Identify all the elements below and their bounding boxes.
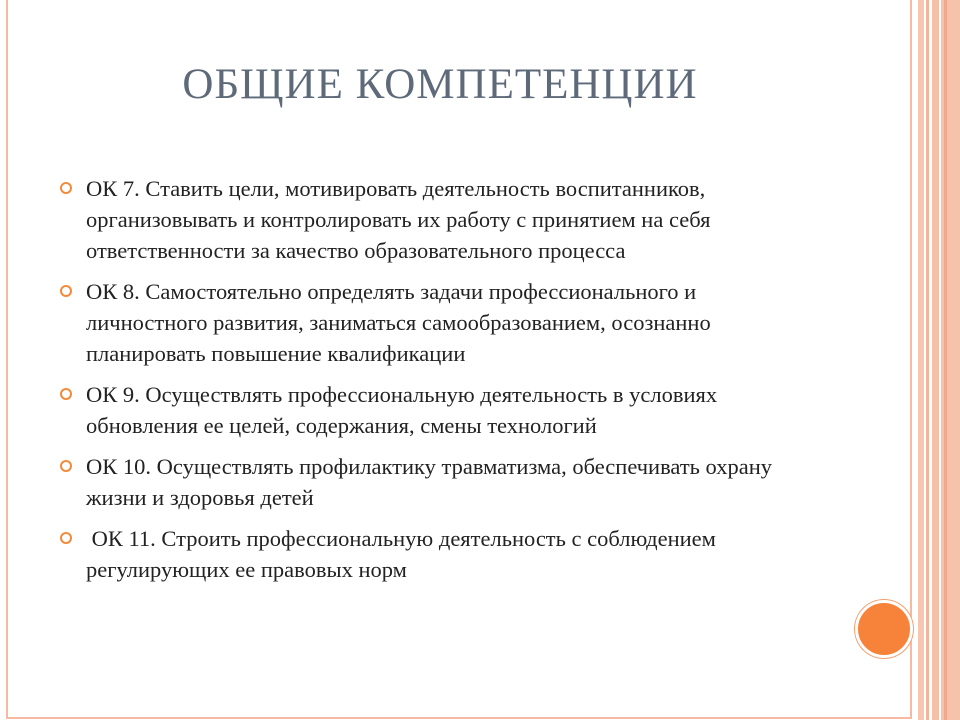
decor-stripe bbox=[926, 0, 929, 720]
list-item bbox=[60, 173, 820, 266]
list-item-text: ОК 10. Осуществлять профилактику травматизма, обеспечивать охрану жизни и здоровья детей bbox=[86, 454, 773, 510]
circle-bullet-icon bbox=[60, 460, 72, 472]
list-item bbox=[60, 451, 820, 513]
circle-bullet-icon bbox=[60, 285, 72, 297]
list-item-text: ОК 9. Осуществлять профессиональную деятельность в условиях обновления ее целей, содержания, смены технологий bbox=[86, 382, 718, 438]
circle-bullet-icon bbox=[60, 532, 72, 544]
list-item-text: ОК 8. Самостоятельно определять задачи профессионального и личностного развития, заниматься самообразованием, осознанно планировать повышение квалификации bbox=[86, 279, 711, 366]
list-item-text: ОК 11. Строить профессиональную деятельность с соблюдением регулирующих ее правовых норм bbox=[86, 526, 722, 582]
list-item bbox=[60, 523, 820, 585]
decor-circle-icon bbox=[855, 600, 913, 658]
decor-stripe bbox=[932, 0, 939, 720]
decor-stripe bbox=[918, 0, 924, 720]
list-item bbox=[60, 379, 820, 441]
list-item-text: ОК 7. Ставить цели, мотивировать деятельность воспитанников, организовывать и контролировать их работу с принятием на себя ответственности за качество образовательного процесса bbox=[86, 176, 711, 263]
competency-list bbox=[60, 173, 820, 595]
circle-bullet-icon bbox=[60, 182, 72, 194]
decor-stripe bbox=[944, 0, 947, 720]
circle-bullet-icon bbox=[60, 388, 72, 400]
slide-title: ОБЩИЕ КОМПЕТЕНЦИИ bbox=[182, 61, 698, 108]
list-item bbox=[60, 276, 820, 369]
